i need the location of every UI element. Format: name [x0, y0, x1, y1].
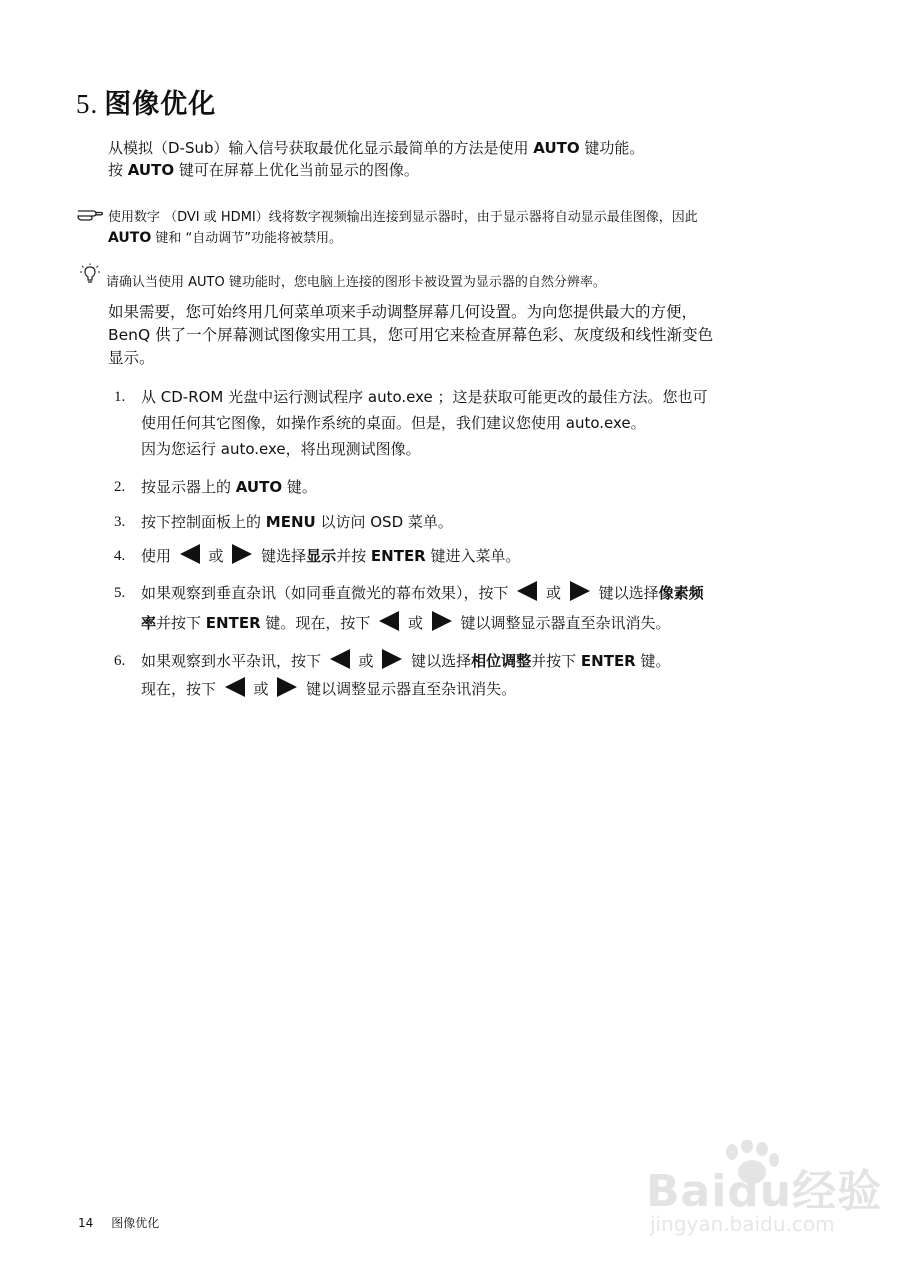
page-footer — [78, 1214, 159, 1231]
right-arrow-icon — [432, 611, 452, 631]
body-para-line-3: 显示。 — [108, 349, 155, 367]
tip-text: 请确认当使用 AUTO 键功能时，您电脑上连接的图形卡被设置为显示器的自然分辨率。 — [106, 275, 606, 290]
body-para-line-2: BenQ 供了一个屏幕测试图像实用工具，您可用它来检查屏幕色彩、灰度级和线性渐变色 — [108, 326, 714, 344]
left-arrow-icon — [517, 581, 537, 601]
intro-line-2: 按 AUTO 键可在屏幕上优化当前显示的图像。 — [108, 161, 419, 179]
left-arrow-icon — [379, 611, 399, 631]
body-para-line-1: 如果需要，您可始终用几何菜单项来手动调整屏幕几何设置。为向您提供最大的方便， — [108, 303, 698, 321]
intro-line-1: 从模拟（D-Sub）输入信号获取最优化显示最简单的方法是使用 AUTO 键功能。 — [108, 139, 645, 157]
note-line-2: AUTO 键和 “自动调节”功能将被禁用。 — [108, 230, 342, 246]
left-arrow-icon — [180, 544, 200, 564]
page-number: 14 — [78, 1216, 94, 1230]
right-arrow-icon — [232, 544, 252, 564]
right-arrow-icon — [570, 581, 590, 601]
left-arrow-icon — [225, 677, 245, 697]
right-arrow-icon — [382, 649, 402, 669]
note-line-1: 使用数字 （DVI 或 HDMI）线将数字视频输出连接到显示器时，由于显示器将自动显示最佳图像，因此 — [108, 210, 698, 225]
pointing-hand-icon — [77, 206, 103, 226]
watermark-url: jingyan.baidu.com — [650, 1212, 835, 1236]
watermark-brand: Baidu经验 — [646, 1166, 883, 1217]
left-arrow-icon — [330, 649, 350, 669]
lightbulb-icon — [79, 263, 101, 289]
footer-section: 图像优化 — [111, 1216, 160, 1230]
right-arrow-icon — [277, 677, 297, 697]
page-title: 5. 图像优化 — [76, 89, 217, 120]
